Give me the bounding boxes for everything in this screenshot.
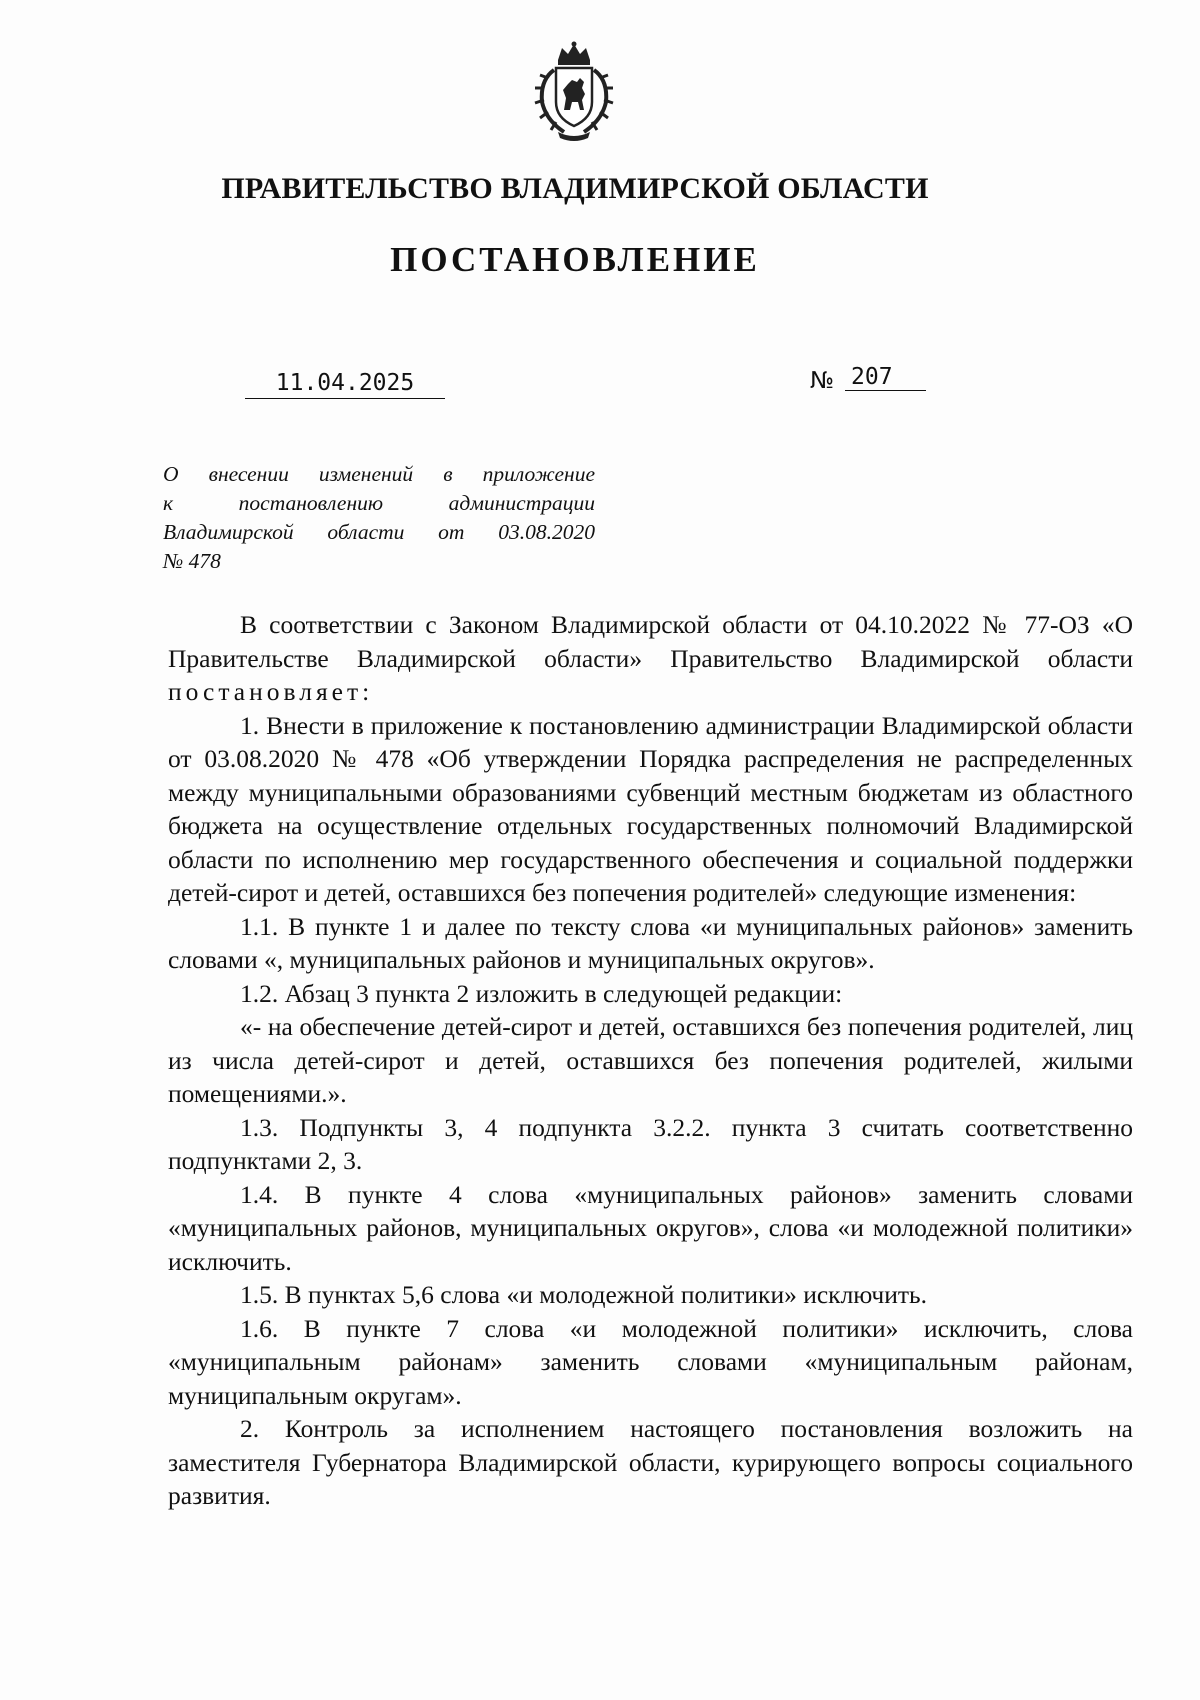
document-subject: [163, 460, 595, 576]
document-number: 207: [845, 364, 926, 391]
government-title: ПРАВИТЕЛЬСТВО ВЛАДИМИРСКОЙ ОБЛАСТИ: [221, 172, 929, 205]
intro-text: В соответствии с Законом Владимирской области от 04.10.2022 № 77-ОЗ «О Правительстве Владимирской области» Правительство Владимирской области: [168, 610, 1133, 673]
paragraph-1-1: 1.1. В пункте 1 и далее по тексту слова «и муниципальных районов» заменить словами «, муниципальных районов и муниципальных округов».: [168, 911, 1133, 974]
paragraph-1-2: 1.2. Абзац 3 пункта 2 изложить в следующей редакции:: [240, 978, 843, 1008]
intro-paragraph: [168, 608, 1133, 709]
paragraph-1-3: 1.3. Подпункты 3, 4 подпункта 3.2.2. пункта 3 считать соответственно подпунктами 2, 3.: [168, 1112, 1133, 1175]
paragraph-1-2-quote: «- на обеспечение детей-сирот и детей, оставшихся без попечения родителей, лиц из числа детей-сирот и детей, оставшихся без попечения родителей, жилыми помещениями.».: [168, 1012, 1133, 1108]
resolves-text: постановляет:: [168, 677, 374, 706]
subject-line: О внесении изменений в приложение: [163, 462, 595, 486]
document-body: [168, 608, 1133, 1513]
document-type-heading: ПОСТАНОВЛЕНИЕ: [390, 240, 760, 279]
document-date: 11.04.2025: [245, 370, 445, 399]
subject-line: к постановлению администрации: [163, 491, 595, 515]
subject-line: № 478: [163, 549, 221, 573]
paragraph-1-5: 1.5. В пунктах 5,6 слова «и молодежной политики» исключить.: [240, 1280, 927, 1309]
paragraph-1-4: 1.4. В пункте 4 слова «муниципальных районов» заменить словами «муниципальных районов, муниципальных округов», слова «и молодежной политики» исключить.: [168, 1179, 1133, 1276]
number-label: №: [810, 368, 834, 394]
paragraph-1: 1. Внести в приложение к постановлению администрации Владимирской области от 03.08.2020 № 478 «Об утверждении Порядка распределения не распределенных между муниципальными образованиями субвенций местным бюджетам из областного бюджета на осуществление отдельных государственных полномочий Владимирской области по исполнению мер государственного обеспечения и социальной поддержки детей-сирот и детей, оставшихся без попечения родителей» следующие изменения:: [168, 710, 1133, 907]
paragraph-2: 2. Контроль за исполнением настоящего постановления возложить на заместителя Губернатора Владимирской области, курирующего вопросы социального развития.: [168, 1414, 1133, 1510]
coat-of-arms-icon: [528, 40, 620, 144]
paragraph-1-6: 1.6. В пункте 7 слова «и молодежной политики» исключить, слова «муниципальным районам» заменить словами «муниципальным районам, муниципальным округам».: [168, 1313, 1133, 1410]
subject-line: Владимирской области от 03.08.2020: [163, 520, 595, 544]
